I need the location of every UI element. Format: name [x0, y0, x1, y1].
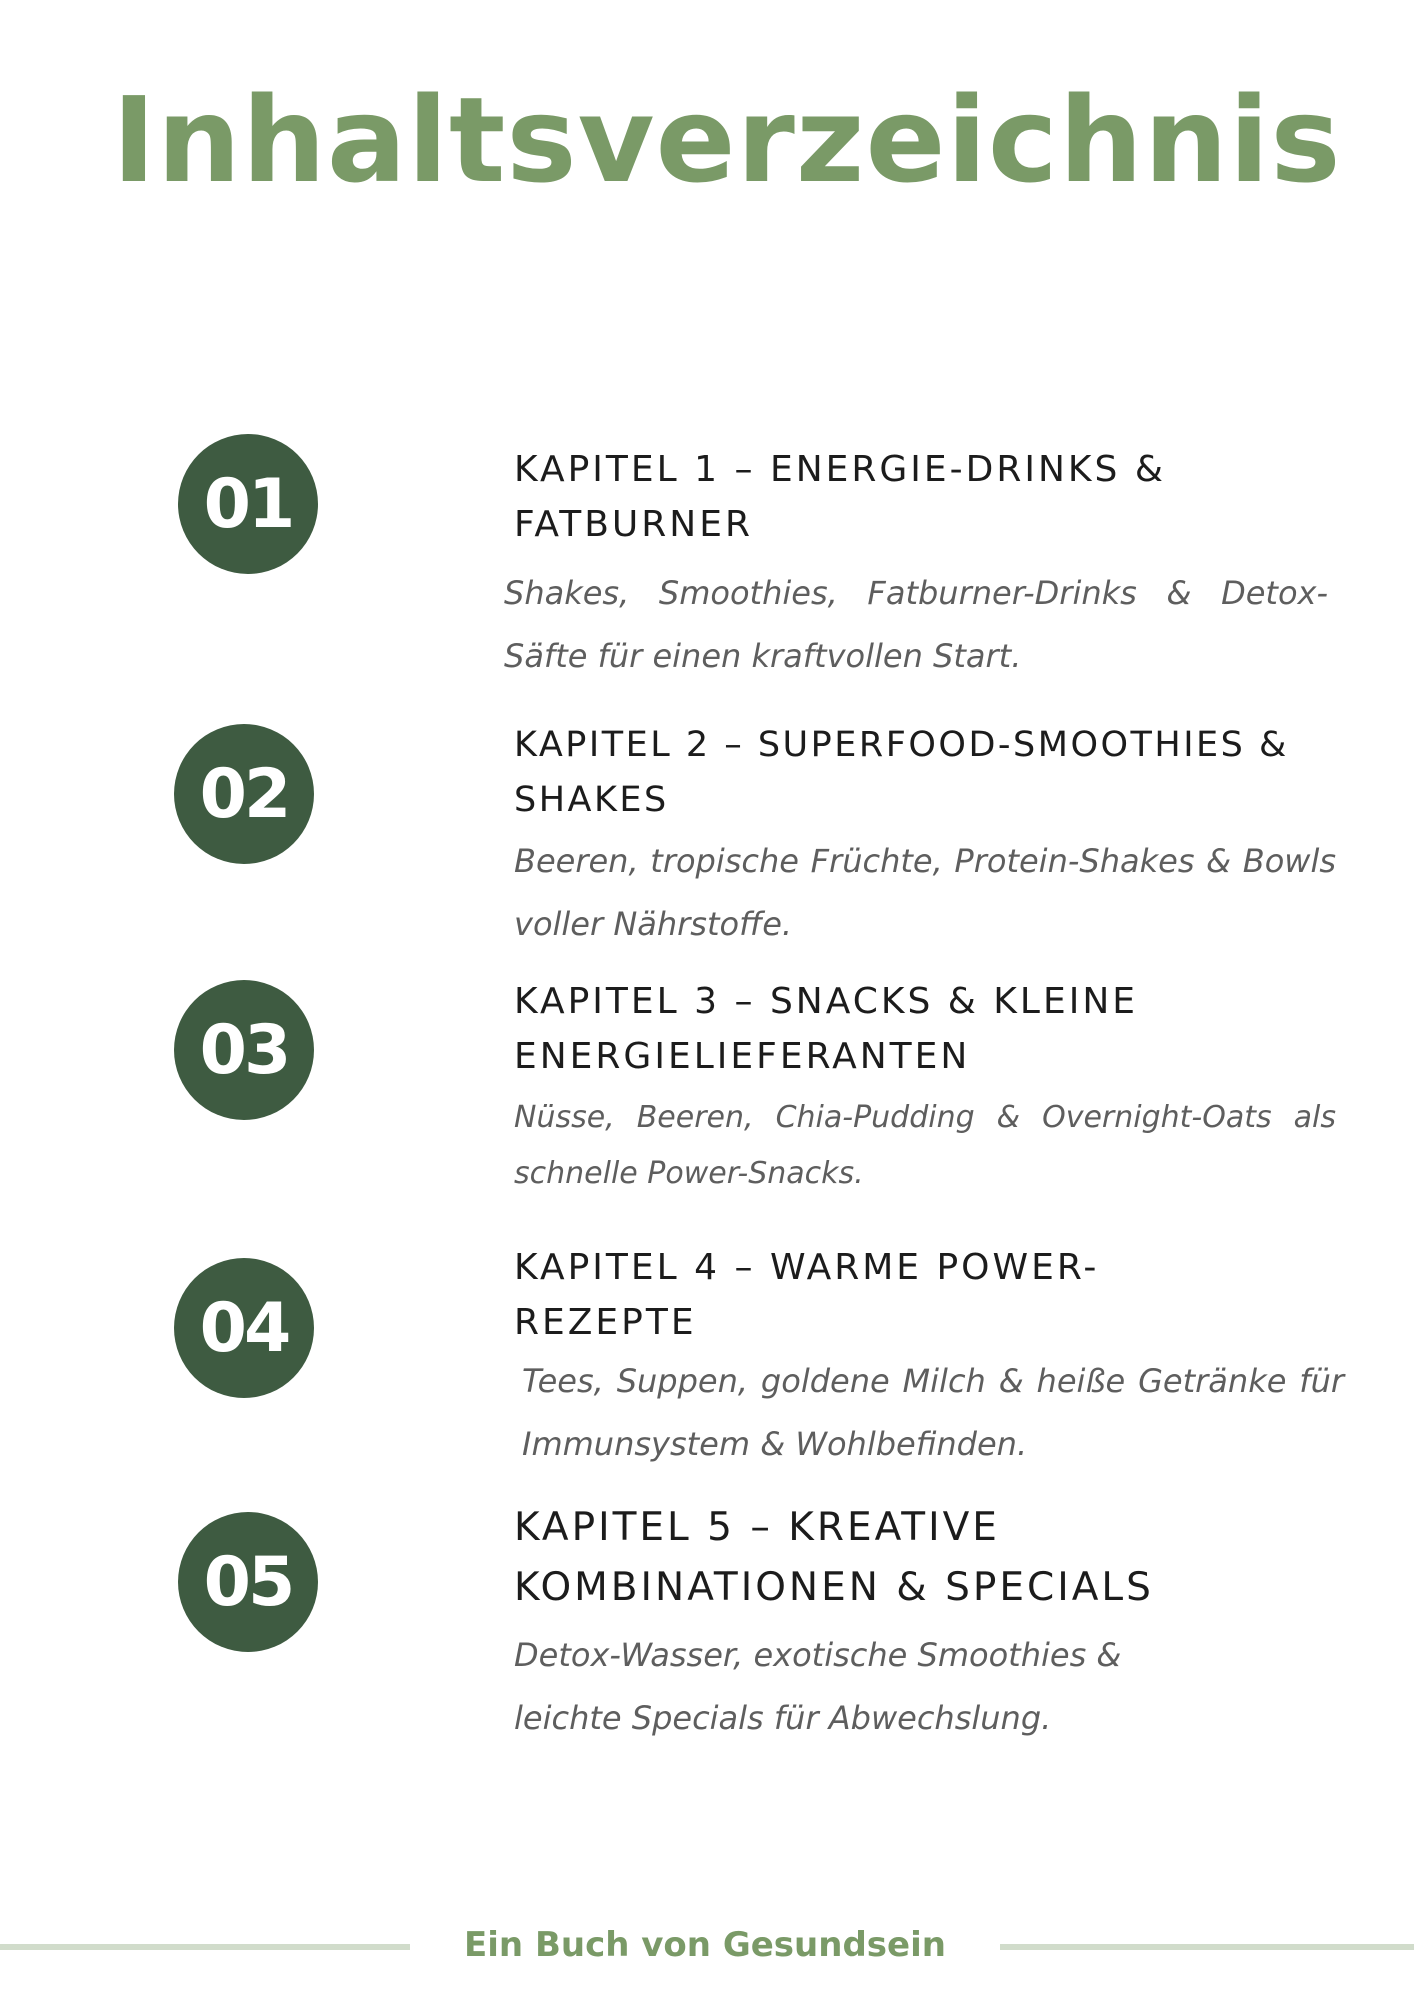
- chapter-description: Beeren, tropische Früchte, Protein-Shakes & Bowls voller Nährstoffe.: [514, 842, 1336, 943]
- chapter-title: KAPITEL 4 – WARME POWER-REZEPTE: [514, 1247, 1100, 1343]
- chapter-title: KAPITEL 3 – SNACKS & KLEINE ENERGIELIEFERANTEN: [514, 981, 1138, 1077]
- chapter-number-badge: 01: [178, 434, 318, 574]
- chapter-title: KAPITEL 1 – ENERGIE-DRINKS & FATBURNER: [514, 449, 1166, 545]
- chapter-description: Shakes, Smoothies, Fatburner-Drinks & Detox-Säfte für einen kraftvollen Start.: [504, 574, 1328, 675]
- chapter-number-badge: 02: [174, 724, 314, 864]
- footer-divider-right: [1000, 1944, 1414, 1950]
- footer: [0, 1920, 1414, 1970]
- page-title: Inhaltsverzeichnis: [112, 71, 1342, 209]
- chapter-description: Nüsse, Beeren, Chia-Pudding & Overnight-Oats als schnelle Power-Snacks.: [514, 1100, 1336, 1191]
- chapter-description: Tees, Suppen, goldene Milch & heiße Getränke für Immunsystem & Wohlbefinden.: [522, 1362, 1344, 1463]
- chapter-description: Detox-Wasser, exotische Smoothies & leichte Specials für Abwechslung.: [514, 1636, 1122, 1737]
- chapter-title: KAPITEL 2 – SUPERFOOD-SMOOTHIES & SHAKES: [514, 725, 1289, 820]
- footer-author-credit: Ein Buch von Gesundsein: [464, 1925, 946, 1965]
- footer-divider-left: [0, 1944, 410, 1950]
- chapter-number-badge: 04: [174, 1258, 314, 1398]
- chapter-number-badge: 03: [174, 980, 314, 1120]
- chapter-number-badge: 05: [178, 1512, 318, 1652]
- chapter-title: KAPITEL 5 – KREATIVE KOMBINATIONEN & SPECIALS: [514, 1505, 1154, 1610]
